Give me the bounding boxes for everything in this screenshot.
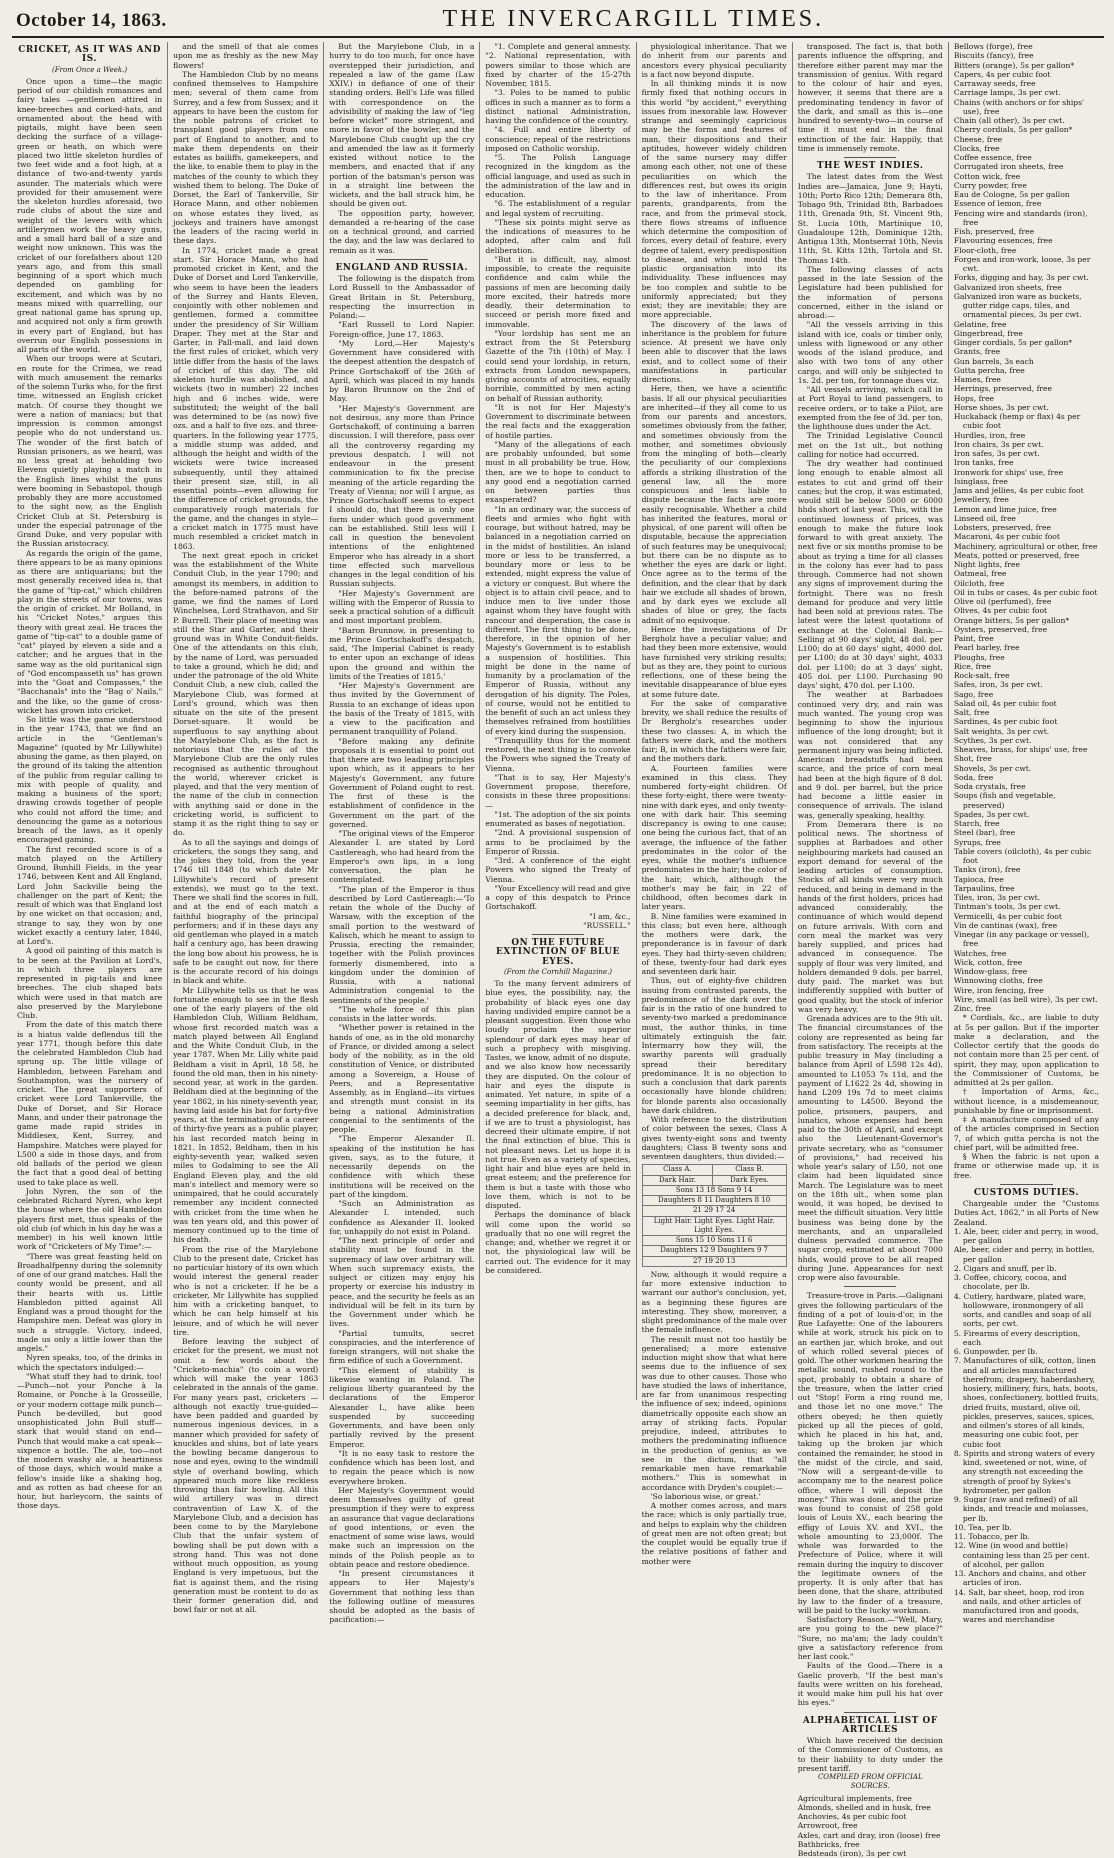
- list-item: Hops, free: [954, 394, 1099, 403]
- list-item: Olive oil (perfumed), free: [954, 597, 1099, 606]
- list-item: Bathbricks, free: [798, 1840, 943, 1849]
- paragraph: The latest dates from the West Indies are—Jamaica, June 9; Hayti, 10th; Porto Rico 12th; Demerara 8th, Tobago 9th, Trinidad 8th, Barbadoes 11th, Grenada 9th, St. Vincent 9th, St. Lucia 10th, Martinique 10, Guadaloupe 12th, Dominique 12th, Antigua 13th, Montserrat 10th, Nevis 11th, St. Kitts 12th, Tortola and St. Thomas 14th.: [798, 172, 943, 265]
- list-item: Gingerbread, free: [954, 329, 1099, 338]
- list-item: Carriage lamps, 3s per cwt.: [954, 88, 1099, 97]
- divider: [376, 259, 428, 260]
- list-item: Winnowing cloths, free: [954, 976, 1099, 985]
- list-item: Machinery, agricultural or other, free: [954, 542, 1099, 551]
- duty-item: 5. Firearms of every description, each: [954, 1329, 1099, 1348]
- list-item: Tintman's tools, 3s per cwt.: [954, 902, 1099, 911]
- paragraph: Nyren speaks, too, of the drinks in which the spectators indulged:—: [17, 1353, 162, 1372]
- list-item: Shovels, 3s per cwt.: [954, 764, 1099, 773]
- paragraph: "It is not for Her Majesty's Government to discriminate between the real facts and the exaggeration of hostile parties.: [485, 403, 630, 440]
- list-item: Almonds, shelled and in husk, free: [798, 1803, 943, 1812]
- article-title: ENGLAND AND RUSSIA.: [329, 264, 474, 273]
- table-header: Class B.: [713, 1165, 786, 1175]
- list-item: Linseed oil, free: [954, 514, 1099, 523]
- footnote: ‡ A manufacture composed of any of the articles comprised in Section 7, of which gutta percha is not the chief part, will be admitted free.: [954, 1115, 1099, 1152]
- list-item: Night lights, free: [954, 560, 1099, 569]
- table-row: Daughters 12 9 Daughters 9 7: [642, 1246, 786, 1256]
- paragraph: "All the vessels arriving in this island with ice, coals or timber only, unless with lignewood or any other woods of the island produce, and also with two tons of any other cargo, and will only be subjected to 1s. 2d. per ton, for tonnage dues viz.: [798, 320, 943, 385]
- paragraph: "6. The establishment of a regular and legal system of recruiting.: [485, 199, 630, 218]
- list-item: Fish, preserved, free: [954, 227, 1099, 236]
- signature-line: "I am, &c.,: [485, 912, 630, 921]
- list-item: Vermicelli, 4s per cubic foot: [954, 912, 1099, 921]
- paragraph: "2nd. A provisional suspension of arms to be proclaimed by the Emperor of Russia.: [485, 828, 630, 856]
- compiled-note: COMPILED FROM OFFICIAL SOURCES.: [798, 1773, 943, 1792]
- paragraph: Once upon a time—the magic period of our childish romances and fairy tales —gentlemen attired in knee-breeches and corked-hats, and ornamented about the head with pigtails, might have been seen decking the surface of a village-green or heath, on which were placed two little skeleton hurdles of two feet wide and a foot high, at a distance of two-and-twenty yards asunder. The materials which were provided for their amusement were the skeleton hurdles aforesaid, two rude clubs of about the size and weight of the levers with which artillerymen work the heavy guns, and a small hard ball of a size and weight now unknown. This was the cricket of our forefathers about 120 years ago, and from this small beginning of a sport which much depended on gambling for excitement, and which was by no means mixed with quarrelling, our great national game has sprung up, and acquired not only a firm growth in every part of England, but has overrun our English possessions in all parts of the world.: [17, 77, 162, 355]
- newspaper-title: THE INVERCARGILL TIMES.: [442, 6, 824, 33]
- paragraph: "Her Majesty's Government are thus invited by the Government of Russia to an exchange of ideas upon the basis of the Treaty of 1815, with a view to the pacification and permanent tranquillity of Poland.: [329, 681, 474, 737]
- list-item: Gutta percha, free: [954, 366, 1099, 375]
- duty-item: 7. Manufactures of silk, cotton, linen and all articles manufactured therefrom; drapery, haberdashery, hosiery, millinery, furs, hats, boots, shoes, confectionery, bottled fruits, dried fruits, mustard, olive oil, pickles, preserves, sauces, spices, and oilmen's stores of all kinds, measuring one cubic foot, per cubic foot: [954, 1356, 1099, 1449]
- list-item: Forges and iron-work, loose, 3s per cwt.: [954, 255, 1099, 274]
- paragraph: The opposition party, however, demanded a re-hearing of the case on a technical ground, and carried the day, and the law was declared to remain as it was.: [329, 209, 474, 255]
- paragraph: "Her Majesty's Government are not desirous, any more than Prince Gortschakoff, of continuing a barren discussion. I will therefore, pass over all the controversy regarding my previous despatch. I will not endeavour in the present communication to fix the precise meaning of the article regarding the Treaty of Vienna; nor will I argue, as Prince Gortschakoff seems to expect I should do, that there is only one form under which good government can be established. Still less will I call in question the benevolent intentions of the enlightened Emperor who has already in a short time effected such marvellous changes in the legal condition of his Russian subjects.: [329, 404, 474, 589]
- duty-item: 10. Tea, per lb.: [954, 1523, 1099, 1532]
- paragraph: transposed. The fact is, that both parents influence the offspring, and therefore either parent may mar the transmission of genius. With regard to the colour of hair and eyes, however, it seems that there are a predominating tendency in favor of the dark, and small as this is—one hundred to seventy-two—in course of time it must end in the final extinction of the fair. Happily, that time is immensely remote.: [798, 42, 943, 153]
- paragraph: "Such an Administration as Alexander I. intended, such confidence as Alexander II. looked for, unhappily do not exist in Poland.: [329, 1199, 474, 1236]
- list-item: Essence of lemon, free: [954, 199, 1099, 208]
- paragraph: "It is no easy task to restore the confidence which has been lost, and to regain the peace which is now everywhere broken.: [329, 1449, 474, 1486]
- paragraph: A mother comes across, and mars the race; which is only partially true, and helps to explain why the children of great men are not often great; but the couplet would be equally true if the relative positions of father and mother were: [642, 1501, 787, 1566]
- list-item: Isinglass, free: [954, 477, 1099, 486]
- list-item: Iron tanks, free: [954, 458, 1099, 467]
- paragraph: "But it is difficult, nay, almost impossible, to create the requisite confidence and calm while the passions of men are becoming daily more excited, their hatreds more deadly, their determination to succeed or perish more fixed and immovable.: [485, 255, 630, 329]
- footnote: § When the fabric is not upon a frame or otherwise made up, it is free.: [954, 1152, 1099, 1180]
- paragraph: "My Lord,—Her Majesty's Government have considered with the deepest attention the despatch of Prince Gortschakoff of the 26th of April, which was placed in my hands by Baron Brunnow on the 2nd of May.: [329, 339, 474, 404]
- paragraph: "The original views of the Emperor Alexander I. are stated by Lord Castlereagh, who had heard from the Emperor's own lips, in a long conversation, the plan he contemplated.: [329, 829, 474, 885]
- paragraph: The following is the dispatch from Lord Russell to the Ambassador of Great Britain in St. Petersburg, respecting the insurrection in Poland:—: [329, 274, 474, 320]
- list-item: Lobsters, preserved, free: [954, 523, 1099, 532]
- paragraph: Before leaving the subject of cricket for the present, we must not omit a few words about the "Cricketo-machia" (to coin a word) which will make the year 1863 celebrated in the annals of the game. For many years past, cricketers —although not exactly true-guided—have been padded and guarded by numerous ingenious devices, in a manner which provided for safety of knuckles and shins, but of late years the bowling became dangerous to nose and eyes, owing to the windmill style of overhand bowling, which appeared much more like reckless throwing than fair bowling. All this wild artillery was in direct contravention of Law X. of the Marylebone Club, and a decision has been come to by the Marylebone Club that the unfair system of bowling shall be put down with a strong hand. This was not done without much opposition, as young England is very impetuous, but the fiat is against them, and the rising generation must be content to do as their former generation did, and bowl fair or not at all.: [173, 1337, 318, 1615]
- paragraph: The weather at Barbadoes continued very dry, and rain was much wanted. The young crop was beginning to show the injurious influence of the long drought; but it was not considered that any permanent injury was being inflicted. American breadstuffs had been scarce, and the price of corn meal had been at the high figure of 8 dol. and 9 dol. per barrel, but the price had become a little easier in consequence of arrivals. The island was, generally speaking, healthy.: [798, 690, 943, 820]
- paragraph: "1st. The adoption of the six points enumerated as bases of negotiation.: [485, 810, 630, 829]
- list-item: Safes, iron, 3s per cwt.: [954, 680, 1099, 689]
- columns: [12, 42, 1104, 1400]
- list-item: Sago, free: [954, 690, 1099, 699]
- table-cell: Dark Hair.: [642, 1175, 713, 1185]
- list-item: Gun barrels, 3s each: [954, 357, 1099, 366]
- paragraph: The Trinidad Legislative Council met on the 1st ult., but nothing calling for notice had occurred.: [798, 431, 943, 459]
- list-item: Orange bitters, 5s per gallon*: [954, 616, 1099, 625]
- issue-date: October 14, 1863.: [16, 10, 167, 32]
- list-item: Salt, free: [954, 708, 1099, 717]
- list-item: Biscuits (fancy), free: [954, 51, 1099, 60]
- article-title: CRICKET, AS IT WAS AND IS.: [17, 46, 162, 65]
- paragraph: "3. Poles to be named to public offices in such a manner as to form a distinct national Administration, having the confidence of the country.: [485, 88, 630, 125]
- list-item: Watches, free: [954, 949, 1099, 958]
- paragraph: "All vessels arriving, which call in at Port Royal to land passengers, to receive orders, or to take a Pilot, are exempted from the fee of 3d. per ton, the lighthouse dues under the Act.: [798, 385, 943, 431]
- list-item: Cherry cordials, 5s per gallon*: [954, 125, 1099, 134]
- list-item: Wire, small (as bell wire), 3s per cwt.: [954, 995, 1099, 1004]
- list-item: Iron chairs, 3s per cwt.: [954, 440, 1099, 449]
- paragraph: "In an ordinary war, the success of fleets and armies who fight with courage, but without hatred, may be balanced in a negotiation carried on in the midst of hostilities. An island more or less to be transferred, a boundary more or less to be extended, might express the value of a victory or conquest. But where the object is to attain civil peace, and to induce men to live under those against whom they have fought with rancour and desperation, the case is different. The first thing to be done, therefore, in the opinion of her Majesty's Government is to establish a suspension of hostilities. This might be done in the name of humanity by a proclamation of the Emperor of Russia, without any derogation of his dignity. The Poles, of course, would not be entitled to the benefit of such an act unless they themselves refrained from hostilities of every kind during the suspension.: [485, 505, 630, 736]
- list-item: Eau de Cologne, 5s per gallon: [954, 190, 1099, 199]
- list-item: Tarpaulins, free: [954, 884, 1099, 893]
- paragraph: To the many fervent admirers of blue eyes, the possibility, nay, the probability of black eyes one day having undivided empire cannot be a pleasant suggestion. Even those who loudly proclaim the superior splendour of dark eyes may hear of such a prophecy with misgiving. Tastes, we know, admit of no dispute, and we also know how necessarily they are disputed. On the colour of hair and eyes the dispute is animated. Yet nature, in spite of a seeming impartiality in her gifts, has a decided preference for black, and, if we are to trust a physiologist, has decreed their ultimate empire, if not the final extinction of blue. This is not pleasant news. Let us hope it is not true. Even as a variety of species, light hair and blue eyes are held in great esteem; and the preference for them is but a taste with those who love them, which is not to be disputed.: [485, 979, 630, 1210]
- list-item: Vin de cantinas (wax), free: [954, 921, 1099, 930]
- paragraph: "Your Excellency will read and give a copy of this despatch to Prince Gortschakoff.: [485, 884, 630, 912]
- paragraph: Thus, out of eighty-five children issuing from contrasted parents, the predominance of the dark over the fair is in the ratio of one hundred to seventy-two marked a predominance must, the author thinks, in time ultimately extinguish the fair. Intermarry how they will, the swarthy parents will gradually spread their hereditary predominance. It is no objection to such a conclusion that dark parents occasionally have blonde children; for blonde parents also occasionally have dark children.: [642, 976, 787, 1115]
- list-item: Axles, cart and dray, iron (loose) free: [798, 1831, 943, 1840]
- duty-item: 1. Ale, beer, cider and perry, in wood, per gallon: [954, 1227, 1099, 1246]
- list-item: Ginger cordials, 5s per gallon*: [954, 338, 1099, 347]
- duty-item: 8. Spirits and strong waters of every kind, sweetened or not, wine, of any strength not exceeding the strength of proof by Sykes's hydrometer, per gallon: [954, 1449, 1099, 1495]
- column-3: [324, 42, 480, 1400]
- list-item: Flavouring essences, free: [954, 236, 1099, 245]
- paragraph: "3rd. A conference of the eight Powers who signed the Treaty of Vienna.: [485, 856, 630, 884]
- divider: [532, 934, 584, 935]
- paragraph: From the rise of the Marylebone Club to the present date, Cricket has no particular history of its own which would interest the general reader who is not a cricketer. If he be a cricketer, Mr Lillywhite has supplied him with a cricketing banquet, to which he can help himself at his leisure, and of which he will never tire.: [173, 1245, 318, 1338]
- list-item: Starch, free: [954, 819, 1099, 828]
- paragraph: A. Fourteen families were examined in this class. They numbered forty-eight children. Of these forty-eight, there were twenty-nine with dark eyes, and only twenty-one with dark hair. This seeming discrepancy is owing to one cause; one being the curious fact, that of an average, the influence of the father predominates in the color of the eyes, while the mother's influence predominates in the hair; the color of the hair, which, although the mother's may be fair, in 22 of childhood, often becomes dark in later years.: [642, 764, 787, 912]
- list-item: Salad oil, 4s per cubic foot: [954, 699, 1099, 708]
- paragraph: But the Marylebone Club, in a hurry to do too much, for once have overstepped their jurisdiction, and repealed a law of the game (Law XXIV.) in defiance of one of their standing orders. Bell's Life was filled with correspondence on the advisibility of making the law of "leg before wicket" more stringent, and more in favor of the bowler, and the Marylebone Club caught up the cry and amended the law as it formerly existed without notice to the members, and enacted that if any portion of the batsman's person was in a straight line between the wickets, and the ball struck him, he should be given out.: [329, 42, 474, 209]
- list-item: Capers, 4s per cubic foot: [954, 70, 1099, 79]
- paragraph: The Hambledon Club by no means confined themselves to Hampshire men; several of them came from Surrey, and a few from Sussex; and it appears to have been the custom for the noble patrons of cricket to transplant good players from one part of England to another, and to make them dependents on their estates as bailiffs, gamekeepers, and the like, to enable them to play in the matches of the county to which they wished them to belong. The Duke of Dorset, the Earl of Tankerville, Sir Horace Mann, and other noblemen on whose estates they lived, as jockeys and trainers have amongst the leaders of the racing world in these days.: [173, 70, 318, 246]
- list-item: Chain (all other), 3s per cwt.: [954, 116, 1099, 125]
- paragraph: Chargeable under the "Customs Duties Act, 1862," in all Ports of New Zealand.: [954, 1199, 1099, 1227]
- paragraph: "1. Complete and general amnesty. "2. National representation, with powers similar to those which are fixed by charter of the 15-27th November, 1815.: [485, 42, 630, 88]
- list-item: Iron safes, 3s per cwt.: [954, 449, 1099, 458]
- list-item: Rock-salt, free: [954, 671, 1099, 680]
- paragraph: B. Nine families were examined in this class; but even here, although the mothers were dark, the preponderance is in favour of dark eyes. They had thirty-seven children; of these, twenty-four had dark eyes and seventeen dark hair.: [642, 912, 787, 977]
- duty-item: 14. Salt, bar sheet, hoop, rod iron and nails, and other articles of manufactured iron and goods, wares and merchandise: [954, 1588, 1099, 1625]
- list-item: Agricultural implements, free: [798, 1794, 943, 1803]
- duty-item: 3. Coffee, chicory, cocoa, and chocolate, per lb.: [954, 1273, 1099, 1292]
- table-row: Light Hair. Light Eyes. Light Hair. Light Eyes.: [642, 1216, 786, 1236]
- paragraph: Perhaps the dominance of black will come upon the world so gradually that no one will regret the change; and, whether we regret it or not, the physiological law will be carried out. The evidence for it may be considered.: [485, 1210, 630, 1275]
- paragraph: "Earl Russell to Lord Napier. Foreign-office, June 17, 1863.: [329, 320, 474, 339]
- paragraph: As regards the origin of the game, there appears to be as many opinions as there are antiquarians; but the most generally received idea is, that the game of "tip-cat," which children play in the streets of our towns, was the origin of cricket. Mr Bolland, in his "Cricket Notes," argues this theory with great zeal. He traces the game of "tip-cat" to a double game of "cat" played by eleven a side and a catcher; and he argues that in the same way as the old puritanical sign of "God encompasseth us" has grown into the "Goat and Compasses," the "Bacchanals" into the "Bag o' Nails," and the like, so the game of cross-wicket has grown into cricket.: [17, 549, 162, 716]
- list-item: Horse shoes, 3s per cwt.: [954, 403, 1099, 412]
- list-item: Corrugated iron sheets, free: [954, 162, 1099, 171]
- column-5: [637, 42, 793, 1400]
- list-item: Grants, free: [954, 347, 1099, 356]
- list-item: Bitters (orange), 5s per gallon*: [954, 61, 1099, 70]
- paragraph: "The Emperor Alexander II. speaking of the institution he has given, says, as to the future, it necessarily depends on the confidence with which these institutions will be received on the part of the kingdom.: [329, 1134, 474, 1199]
- masthead: [12, 6, 1104, 38]
- duty-item: 9. Sugar (raw and refined) of all kinds, and treacle and molasses, per lb.: [954, 1495, 1099, 1523]
- list-item: Tanks (iron), free: [954, 865, 1099, 874]
- paragraph: The dry weather had continued long enough to enable almost all estates to cut and grind off their canes; but the crop, it was estimated, would still be below 5000 or 6000 hhds short of last year. This, with the continued lowness of prices, was enough to make the future look forward to with great anxiety. The next five or six months promise to be about as trying a time for all classes in the colony has ever had to pass through. Commerce had not shown any signs of improvement during the fortnight. There was no fresh demand for produce and very little had been sold at previous rates. The latest were the latest quotations of exchange at the Colonial Bank:—Selling at 90 days' sight, 48 dol. per L100; do at 60 days' sight, 4000 dol. per L100; do at 30 days' sight, 4033 dol. per L100; do at 3 days' sight, 405 dol. per L100. Purchasing 90 days' sight, 470 dol. per L100.: [798, 459, 943, 690]
- paragraph: Treasure-trove in Paris.—Galignani gives the following particulars of the finding of a pot of louis-d'or, in the Rue Lafayette: One of the labourers while at work, struck his pick on to an earthen jar, which broke, and out of which rolled several pieces of gold. The other workmen hearing the metallic sound, rushed round to the spot, probably to obtain a share of the treasure, when the latter cried out "Stop! Form a ring round me, and those let no one move." The others obeyed; he then quietly picked up all the pieces of gold, which he placed in his hat, and, taking up the broken jar which contained the remainder, he stood in the midst of the circle, and said, "Now will a sergeant-de-ville to accompany me to the nearest police office, where I will deposit the money." This was done, and the prize was found to consist of 258 gold louis of Louis XV., each bearing the effigy of Louis XV. and XVI., the whole amounting to 23,000f. The whole was forwarded to the Prefecture of Police, where it will remain during the inquiry to discover the legitimate owners of the property. It is only after that has been done, that the share, attributed by law to the finder of a treasure, will be paid to the lucky workman.: [798, 1291, 943, 1615]
- paragraph: The result must not too hastily be generalised; a more extensive induction might show that what here seems due to the influence of sex was due to other causes. Those who have studied the laws of inheritance, are far from unanimous respecting the influence of sex; indeed, opinions diametrically opposite each show an array of striking facts. Popular prejudice, indeed, attributes to mothers the predominating influence in the production of genius; as we see in the dictum, that "all remarkable men have remarkable mothers." This is somewhat in accordance with Dryden's couplet:—: [642, 1335, 787, 1492]
- table-row: Sons 15 10 Sons 11 6: [642, 1236, 786, 1246]
- paragraph: From the date of this match there is a hiatus valde deflendus till the year 1771, though before this date the celebrated Hambledon Club had sprung up. The little village of Hambledon, between Fareham and Southampton, was the nursery of cricket. The great supporters of cricket were Lord Tankerville, the Duke of Dorset, and Sir Horace Mann, and under their patronage the game made rapid strides in Middlesex, Kent, Surrey, and Hampshire. Matches were played for L500 a side in those days, and from old ballads of the period we glean the fact that a good deal of betting used to take place as well.: [17, 1020, 162, 1187]
- list-item: Soda crystals, free: [954, 782, 1099, 791]
- list-item: Galvanized iron sheets, free: [954, 283, 1099, 292]
- paragraph: Hence the investigations of Dr Bergholz have a peculiar value; and had they been more extensive, would have furnished very striking results; but as they are, they point to curious reflections, one of these being the inevitable disappearance of blue eyes at some future date.: [642, 625, 787, 699]
- duty-item: 6. Gunpowder, per lb.: [954, 1347, 1099, 1356]
- paragraph: and the smell of that ale comes upon me as freshly as the new May flowers!: [173, 42, 318, 70]
- article-list: [954, 42, 1099, 1013]
- duty-item: 12. Wine (in wood and bottle) containing less than 25 per cent. of alcohol, per gallon: [954, 1541, 1099, 1569]
- list-item: Cheese, free: [954, 135, 1099, 144]
- table-header: Class A.: [642, 1165, 713, 1175]
- duty-item: 13. Anchors and chains, and other articles of iron.: [954, 1569, 1099, 1588]
- signature-name: "RUSSELL.": [485, 921, 630, 930]
- article-title: THE WEST INDIES.: [798, 162, 943, 171]
- list-item: Pearl barley, free: [954, 643, 1099, 652]
- paragraph: "Partial tumults, secret conspiracies, and the interference of foreign strangers, will not shake the firm edifice of such a Government.: [329, 1329, 474, 1366]
- divider: [1000, 1184, 1052, 1185]
- paragraph: Faults of the Good.—There is a Gaelic proverb, "If the best man's faults were written on his forehead, it would make him pull his hat over his eyes.": [798, 1661, 943, 1707]
- article-title: CUSTOMS DUTIES.: [954, 1189, 1099, 1198]
- list-item: Clocks, free: [954, 144, 1099, 153]
- list-item: Tapioca, free: [954, 875, 1099, 884]
- divider: [844, 1712, 896, 1713]
- list-item: Oatmeal, free: [954, 569, 1099, 578]
- paragraph: 'So laborious wise, or great.': [642, 1492, 787, 1501]
- list-item: Oil in tubs or cases, 4s per cubic foot: [954, 588, 1099, 597]
- list-item: Coffee essence, free: [954, 153, 1099, 162]
- duties-list: [954, 1227, 1099, 1625]
- list-item: Salt weights, 3s per cwt.: [954, 727, 1099, 736]
- list-item: Cotton wick, free: [954, 172, 1099, 181]
- paragraph: "Before making any definite proposals it is essential to point out that there are two leading principles upon which, as it appears to her Majesty's Government, any future Government of Poland ought to rest. The first of these is the establishment of confidence in the Government on the part of the governed.: [329, 737, 474, 830]
- paragraph: Her Majesty's Government would deem themselves guilty of great presumption if they were to express an assurance that vague declarations of good intentions, or even the enactment of some wise laws, would make such an impression on the minds of the Polish people as to obtain peace and restore obedience.: [329, 1486, 474, 1569]
- list-item: Shot, free: [954, 754, 1099, 763]
- list-item: Sheaves, brass, for ships' use, free: [954, 745, 1099, 754]
- column-7: [949, 42, 1104, 1400]
- article-source: (From the Cornhill Magazine.): [485, 968, 630, 977]
- list-item: Ironwork for ships' use, free: [954, 468, 1099, 477]
- paragraph: John Nyren, the son of the celebrated Richard Nyren, who kept the house where the old Hambledon players first met, thus speaks of the old club (of which in his day he was a member) in his well known little work of "Cricketers of My Time":—: [17, 1187, 162, 1252]
- paragraph: For the sake of comparative brevity, we shall reduce the results of Dr Bergholz's researches under these two classes: A, in which the fathers were dark, and the mothers fair; B, in which the fathers were fair, and the mothers dark.: [642, 699, 787, 764]
- list-item: Vinegar (in any package or vessel), free: [954, 930, 1099, 949]
- paragraph: The following classes of acts passed in the late Session of the Legislature had been published for the information of persons concerned, either in the island or abroad:—: [798, 265, 943, 321]
- list-item: Chains (with anchors or for ships' use), free: [954, 98, 1099, 117]
- list-item: Bellows (forge), free: [954, 42, 1099, 51]
- paragraph: "That is to say, Her Majesty's Government propose, therefore, consists in these three propositions:—: [485, 773, 630, 810]
- paragraph: So little was the game understood in the year 1743, that we find an article in the "Gentleman's Magazine" (quoted by Mr Lillywhite) abusing the game, as then played, on the ground of its taking the attention of the public from regular calling to mix with people of quality, and making a business of the sport; drawing crowds together of people who could not afford the time; and denouncing the game as a notorious breach of the laws, as it openly encouraged gaming.: [17, 715, 162, 845]
- paragraph: As to all the sayings and doings of cricketers, the songs they sang, and the jokes they told, from the year 1746 till 1848 (to which date Mr Lillywhite's record of present extends), we must go to the text. There we shall find the scores in full, and at the end of each match a faithful biography of the principal performers; and if in these days any old gentleman who played in a match half a century ago, has been drawing the long bow about his prowess, he is safe to be caught out now, for there is the accurate record of his doings in black and white.: [173, 838, 318, 986]
- paragraph: "In present circumstances it appears to Her Majesty's Government that nothing less than the following outline of measures should be adopted as the basis of pacification:—: [329, 1569, 474, 1625]
- list-item: Meats, potted or preserved, free: [954, 551, 1099, 560]
- paragraph: Which have received the decision of the Commissioner of Customs, as to their liability to duty under the present tariff.: [798, 1736, 943, 1773]
- duty-item: Ale, beer, cider and perry, in bottles, per gallon: [954, 1245, 1099, 1264]
- paragraph: Grenada advices are to the 9th ult. The financial circumstances of the colony are represented as being far from satisfactory. The receipts at the public treasury in May (including a balance from April of L598 12s 4d), amounted to L1053 7s 11d, and the payment of L1622 2s 4d, showing in hand L209 19s 7d to meet claims amounting to L4500. Beyond the police, prisoners, paupers, and lunatics, whose expenses had been paid to the 30th of April, and except also the Lieutenant-Governor's private secretary, who as "consumer of provisions," had received his whole year's salary of L50, not one claim had been liquidated since March. The Legislature was to meet on the 18th ult., when some plan would, it was hoped, be devised to meet the difficult situation. Very little business was being done by the merchants, and an unparalleled dulness pervaded commerce. The sugar crop, estimated at about 7000 hhds, would prove to be all reaped during June. Appearances for next crop were also favourable.: [798, 1014, 943, 1282]
- paragraph: "Tranquillity thus for the moment restored, the next thing is to convoke the Powers who signed the Treaty of Vienna.: [485, 736, 630, 773]
- eye-color-table: [642, 1164, 787, 1267]
- column-2: [168, 42, 324, 1400]
- list-item: Soups (fish and vegetable, preserved): [954, 791, 1099, 810]
- column-1: [12, 42, 168, 1400]
- divider: [844, 157, 896, 158]
- list-item: Floor-cloth, free: [954, 246, 1099, 255]
- paragraph: "4. Full and entire liberty of conscience; repeal of the restrictions imposed on Catholic worship.: [485, 125, 630, 153]
- paragraph: "Many of the allegations of each are probably unfounded, but some must in all probability be true. How, then, are we to hope to conduct to any good end a negotiation carried on between parties thus exasperated?: [485, 440, 630, 505]
- paragraph: Here, then, we have a scientific basis. If all our physical peculiarities are inherited—if they all come to us from our parents and ancestors, sometimes obviously from the father, and sometimes obviously from the mother, and sometimes obviously from the mingling of both—clearly the peculiarity of our complexions affords a striking illustration of the general law, all the more conspicuous and less liable to dispute because the facts are more easily recognisable. Whether a child has inherited the features, moral or physical, of one parent will often be disputable, because the appreciation of such features may be unequivocal; but there can be no dispute as to whether the eyes are dark or light. Once agree as to the terms of the definition, and the clear that by dark hair we exclude all shades of brown, and by dark eyes we exclude all shades of blue or grey, the facts admit of no equivoque.: [642, 384, 787, 625]
- article-source: (From Once a Week.): [17, 66, 162, 75]
- list-item: Window-glass, free: [954, 967, 1099, 976]
- list-item: Oilcloth, free: [954, 579, 1099, 588]
- list-item: Curry powder, free: [954, 181, 1099, 190]
- list-item: Soda, free: [954, 773, 1099, 782]
- list-item: Syrups, free: [954, 838, 1099, 847]
- paragraph: "5. The Polish Language recognized in the kingdom as the official language, and used as such in the administration of the law and in education.: [485, 153, 630, 199]
- paragraph: "What stuff they had to drink, too! —Punch—not your Ponche à la Romaine, or Ponche à la Grosseille, or your modern cottage milk punch—Punch be-devilled, but good unsophisticated John Bull stuff—stark that would stand on end—Punch that would make a cat speak—sixpence a bottle. The ale, too—not the modern washy ale, a heartiness of those days, which would make a fellow's inside like a shaking hog, and as rotten as bad cheese for an hour, but barleycorn, the saints of those days.: [17, 1372, 162, 1511]
- table-row: Sons 13 18 Sons 9 14: [642, 1185, 786, 1195]
- list-item: Oysters, preserved, free: [954, 625, 1099, 634]
- paragraph: "Baron Brunnow, in presenting to me Prince Gortschakoff's despatch, said, 'The Imperial Cabinet is ready to enter upon an exchange of ideas upon the ground and within the limits of the Treaties of 1815.': [329, 626, 474, 682]
- list-item: Jams and jellies, 4s per cubic foot: [954, 486, 1099, 495]
- table-row: 27 19 20 13: [642, 1256, 786, 1266]
- article-title: ALPHABETICAL LIST OF ARTICLES: [798, 1717, 943, 1736]
- list-item: Table covers (oilcloth), 4s per cubic foot: [954, 847, 1099, 866]
- paragraph: The next great epoch in cricket was the establishment of the White Conduit Club, in the year 1790; and amongst its members, in addition to the before-named patrons of the game, we find the names of Lord Winchelsea, Lord Strathavon, and Sir P. Burrell. Their place of meeting was still the Star and Garter, and their ground was in White Conduit-fields. One of the attendants on this club, by the name of Lord, was persuaded to take a ground, which he did; and under the patronage of the old White Conduit Club, a new club, called the Marylebone Club, was formed at Lord's ground, which was then situate on the site of the present Dorset-square. It would be superfluous to say anything about the Marylebone Club, as the fact is notorious that the rules of the Marylebone Club are the only rules recognised as authentic throughout the world, wherever cricket is played, and that the very mention of the name of the club in connection with anything said or done in the cricketing world, is sufficient to stamp it as the right thing to say or do.: [173, 551, 318, 838]
- table-row: Daughters 8 11 Daughters 8 10: [642, 1196, 786, 1206]
- table-cell: Dark Eyes.: [713, 1175, 786, 1185]
- paragraph: The first recorded score is of a match played on the Artillery Ground, Bunhill Fields, in the year 1746, between Kent and All England, Lord John Sackville being the challenger on the part of Kent; the result of which was that England lost by one wicket on that occasion; and, strange to say, they won by one wicket exactly a century later, 1846, at Lord's.: [17, 845, 162, 947]
- list-item: Herrings, preserved, free: [954, 384, 1099, 393]
- paragraph: "These six points might serve as the indications of measures to be adopted, after calm and full deliberation.: [485, 218, 630, 255]
- paragraph: With reference to the distribution of color between the sexes, Class A gives twenty-eight sons and twenty daughters; Class B twenty sons and seventeen daughters, thus divided:—: [642, 1115, 787, 1161]
- paragraph: "There was great feasting held on Broadhalfpenny during the solemnity of one of our grand matches. Hall the county would be present, and all their hearts with us. Little Hambledon pitted against All England was a proud thought for the Hampshire men. Defeat was glory in such a struggle. Victory, indeed, made us only a little lower than the angels.": [17, 1252, 162, 1354]
- column-6: [793, 42, 949, 1400]
- paragraph: Satisfactory Reason.—"Well, Mary, are you going to the new place?" "Sure, no ma'am; the lady couldn't give a satisfactory reference from her last cook.": [798, 1615, 943, 1661]
- article-title: ON THE FUTURE EXTINCTION OF BLUE EYES.: [485, 939, 630, 967]
- paragraph: "Your lordship has sent me an extract from the St Petersburg Gazette of the 7th (10th) of May. I could send your lordship, in return, extracts from London newspapers, giving accounts of atrocities, equally horrible, committed by men acting on behalf of Russian authority.: [485, 329, 630, 403]
- paragraph: Now, although it would require a far more extensive induction to warrant our author's conclusion, yet, as a beginning these figures are interesting. They show, moreover, a slight predominance of the male over the female influence.: [642, 1270, 787, 1335]
- list-item: Bedsteads (iron), 3s per cwt: [798, 1849, 943, 1858]
- list-item: Anchovies, 4s per cubic foot: [798, 1812, 943, 1821]
- list-item: Wire, iron fencing, free: [954, 986, 1099, 995]
- article-list: [798, 1794, 943, 1858]
- column-4: [480, 42, 636, 1400]
- list-item: Gelatine, free: [954, 320, 1099, 329]
- list-item: Macaroni, 4s per cubic foot: [954, 532, 1099, 541]
- list-item: Fencing wire and standards (iron), free: [954, 209, 1099, 228]
- list-item: Olives, 4s per cubic foot: [954, 606, 1099, 615]
- divider: [844, 1286, 896, 1287]
- paragraph: When our troops were at Scutari, en route for the Crimea, we read with much amusement the remarks of the solemn Turks who, for the first time, witnessed an English cricket match. Of course they thought we were a nation of maniacs; but that impression is common amongst people who do not understand us. The wonder of the first batch of Russian prisoners, as we heard, was no less great at beholding two Elevens quietly playing a match in the English lines whilst the guns were booming in Sebastopol, though probably they are more accustomed to the sight now, as the English Cricket Club at St. Petersburg is under the especial patronage of the Grand Duke, and very popular with the Russian aristocracy.: [17, 354, 162, 548]
- list-item: Wick, cotton, free: [954, 958, 1099, 967]
- list-item: Hurdles, iron, free: [954, 431, 1099, 440]
- paragraph: The discovery of the laws of inheritance is the problem for future science. At present we have only been able to discover that the laws exist, and to collect some of their manifestations in particular directions.: [642, 320, 787, 385]
- paragraph: "The plan of the Emperor is thus described by Lord Castlereagh:—'To retain the whole of the Duchy of Warsaw, with the exception of the small portion to the westward of Kalisch, which he meant to assign to Prussia, erecting the remainder, together with the Polish provinces formerly dismembered, into a kingdom under the dominion of Russia, with a national Administration congenial to the sentiments of the people.': [329, 885, 474, 1005]
- paragraph: Mr Lillywhite tells us that he was fortunate enough to see in the flesh one of the early players of the old Hambledon Club, William Beldham, whose first recorded match was a match played between All England and the White Conduit Club, in the year 1787. When Mr. Lilly white paid Beldham a visit in April, 18 58, he found the old man, then in his ninety-second year, at work in the garden. Beldham died at the beginning of the year 1862, in his ninety-seventh year, having laid aside his bat for forty-five years, at the termination of a career of thirty-five years as a public player, his last recorded match being in 1821. In 1852, Beldham, then in his eighty-seventh year, walked seven miles to Godalming to see the All England Eleven play, and the old man's intellect and memory were so unimpaired, that he could accurately remember any incident connected with cricket from the time when he was ten years old, and this power of memory continued up to the time of his death.: [173, 986, 318, 1245]
- paragraph: From Demerara there is no political news. The shortness of supplies at Barbadoes and other neighbouring markets had caused an export demand for several of the leading articles of consumption. Stocks of all kinds were very much reduced, and being in demand in the hands of the first holders, prices had advanced considerably, the continuance of which would depend on future arrivals. With corn and corn meal the market was very barely supplied, and prices had advanced in consequence. The supply of flour was very limited, and holders demanded 9 dols. per barrel, duty paid. The market was but indifferently supplied with butter of good quality, but the stock of inferior was very heavy.: [798, 820, 943, 1014]
- duty-item: 4. Cutlery, hardware, plated ware, hollowware, ironmongery of all sorts, and candles and soap of all sorts, per cwt.: [954, 1292, 1099, 1329]
- paragraph: "Her Majesty's Government are willing with the Emperor of Russia to seek a practical solution of a difficult and most important problem.: [329, 589, 474, 626]
- list-item: Rice, free: [954, 662, 1099, 671]
- list-item: Ploughs, free: [954, 653, 1099, 662]
- list-item: Galvanized iron ware as buckets, gutter ridge caps, tiles, and ornamental pieces, 3s per cwt.: [954, 292, 1099, 320]
- list-item: Carraway seeds, free: [954, 79, 1099, 88]
- list-item: Tiles, iron, 3s per cwt.: [954, 893, 1099, 902]
- list-item: Zinc, free: [954, 1004, 1099, 1013]
- list-item: Hames, free: [954, 375, 1099, 384]
- footnote: * Cordials, &c., are liable to duty at 5s per gallon. But if the importer make a declaration, and the Collector certify that the goods do not contain more than 25 per cent. of spirit, they may, upon application to the Commissioner of Customs, be admitted at 2s per gallon.: [954, 1013, 1099, 1087]
- paragraph: "This element of stability is likewise wanting in Poland. The religious liberty guaranteed by the declarations of the Emperor Alexander I., have alike been suspended by succeeding Governments, and have been only partially revived by the present Emperor.: [329, 1366, 474, 1449]
- paragraph: "The whole force of this plan consists in the latter words.: [329, 1005, 474, 1024]
- list-item: Paint, free: [954, 634, 1099, 643]
- paragraph: "The next principle of order and stability must be found in the supremacy of law over arbitrary will. When such supremacy exists, the subject or citizen may enjoy his property or exercise his industry in peace, and the security he feels as an individual will be felt in its turn by the Government under which he lives.: [329, 1236, 474, 1329]
- list-item: Arrowroot, free: [798, 1821, 943, 1830]
- list-item: Jewellery, free: [954, 495, 1099, 504]
- list-item: Forks, digging and hay, 3s per cwt.: [954, 273, 1099, 282]
- duty-item: 11. Tobacco, per lb.: [954, 1532, 1099, 1541]
- table-row: 21 29 17 24: [642, 1206, 786, 1216]
- list-item: Spades, 3s per cwt.: [954, 810, 1099, 819]
- paragraph: physiological inheritance. That we do inherit from our parents and ancestors every physical peculiarity is a fact now beyond dispute.: [642, 42, 787, 79]
- paragraph: A good oil painting of this match is to be seen at the Pavilion at Lord's, in which three players are represented in pig-tails and knee breeches. The club shaped bats which were used in that match are also preserved by the Marylebone Club.: [17, 946, 162, 1020]
- paragraph: In all thinking minds it is now firmly fixed that nothing occurs in this world "by accident," everything issues from inexorable law. However strange and seemingly capricious may be the forms and features of man, their dispositions and their aptitudes, however widely children of the same nursery may differ among each other, not one of these peculiarities on which the differences rest, but owes its origin to the law of inheritance. From parents, grandparents, from the race, and from the primeval stock, there flows streams of influence which determine the composition of forces, every detail of feature, every degree of talent, every predisposition to disease, and which mould the plastic organisation into its individuality. These influences may be too complex and subtle to be uniformly appreciated; but they exist; they are inevitable; they are more appreciable.: [642, 79, 787, 320]
- footnote: † Importation of Arms, &c., without licence, is a misdemeanour, punishable by fine or imprisonment.: [954, 1087, 1099, 1115]
- list-item: Steel (bar), free: [954, 828, 1099, 837]
- paragraph: "Whether power is retained in the hands of one, as in the old monarchy of France, or divided among a select body of the nobility, as in the old constitution of Venice, or distributed among a Sovereign, a House of Peers, and a Representative Assembly, as in England—its virtues and strength must consist in its being a national Administration congenial to the sentiments of the people.: [329, 1023, 474, 1134]
- list-item: Lemon and lime juice, free: [954, 505, 1099, 514]
- list-item: Scythes, 3s per cwt.: [954, 736, 1099, 745]
- paragraph: In 1774, cricket made a great start. Sir Horace Mann, who had promoted cricket in Kent, and the Duke of Dorset and Lord Tankerville, who seem to have been the leaders of the Surrey and Hants Eleven, conjointly with other noblemen and gentlemen, formed a committee under the presidency of Sir William Draper. They met at the Star and Garter, in Pall-mall, and laid down the first rules of cricket, which very little differ from the basis of the laws of cricket of this day. The old skeleton hurdle was abolished, and wickets (two in number) 22 inches high and 6 inches wide, were substituted; the weight of the ball was determined to be (as now) five ozs. and a half to five ozs. and three-quarters. In the following year 1775, a middle stump was added, and although the height and width of the wickets were twice increased subsequently, until they attained their present size, still, in all essential points—even allowing for the difference of cricket grounds, the comparatively rough materials for the game, and the changes in style—a cricket match in 1775 must have much resembled a cricket match in 1863.: [173, 246, 318, 551]
- duty-item: 2. Cigars and snuff, per lb.: [954, 1264, 1099, 1273]
- list-item: Huckaback (hemp or flax) 4s per cubic foot: [954, 412, 1099, 431]
- list-item: Sardines, 4s per cubic foot: [954, 717, 1099, 726]
